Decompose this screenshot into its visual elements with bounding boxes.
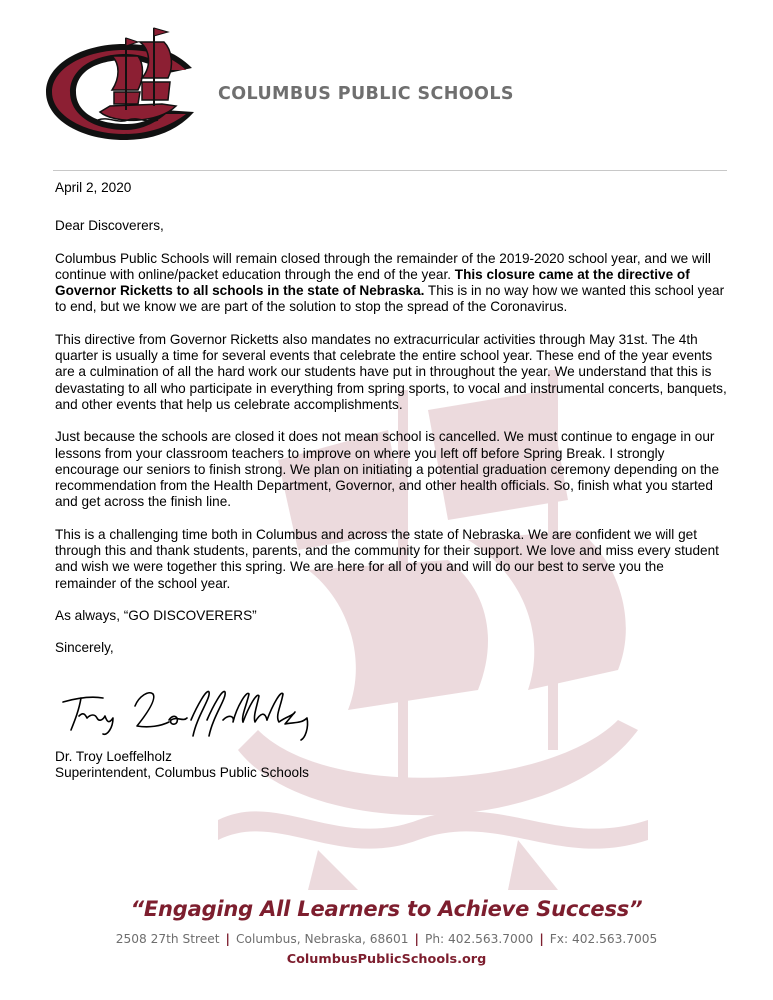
signer-name: Dr. Troy Loeffelholz <box>55 749 172 764</box>
street-address: 2508 27th Street <box>115 932 220 946</box>
ship-c-logo-icon <box>42 20 204 150</box>
fax-number: Fx: 402.563.7005 <box>549 932 658 946</box>
paragraph-closure <box>55 251 727 316</box>
organization-name: COLUMBUS PUBLIC SCHOOLS <box>218 84 514 104</box>
paragraph-closure-part-1: Columbus Public Schools will remain closed through the remainder of the 2019-2020 school year, and we will continue with online/packet education through the end of the year. <box>55 250 711 282</box>
paragraph-go-discoverers: As always, “GO DISCOVERERS” <box>55 607 257 623</box>
salutation: Dear Discoverers, <box>55 218 164 234</box>
closing: Sincerely, <box>55 640 114 656</box>
contact-line <box>0 932 773 946</box>
signature-image <box>57 676 337 746</box>
separator: | <box>225 932 230 946</box>
signer-title: Superintendent, Columbus Public Schools <box>55 765 309 781</box>
school-motto: “Engaging All Learners to Achieve Success” <box>130 897 643 921</box>
separator: | <box>539 932 544 946</box>
letter-body <box>55 180 727 673</box>
website-link[interactable]: ColumbusPublicSchools.org <box>286 952 487 967</box>
separator: | <box>414 932 419 946</box>
paragraph-closure-emphasis: This closure came at the directive of Governor Ricketts to all schools in the state of Nebraska. <box>55 266 690 299</box>
signer-block <box>55 749 309 782</box>
letter-date: April 2, 2020 <box>55 180 132 195</box>
phone-number: Ph: 402.563.7000 <box>424 932 534 946</box>
paragraph-continue-learning: Just because the schools are closed it does not mean school is cancelled. We must continue to engage in our lessons from your classroom teachers to improve on where you left off before Spring Break. I strongly encourage our seniors to finish strong. We plan on initiating a potential graduation ceremony depending on the recommendation from the Health Department, Governor, and other health officials. So, finish what you started and get across the finish line. <box>55 429 720 510</box>
paragraph-closure-part-2: This is in no way how we wanted this school year to end, but we know we are part of the solution to stop the spread of the Coronavirus. <box>55 283 725 315</box>
city-state-zip: Columbus, Nebraska, 68601 <box>235 932 409 946</box>
header-divider <box>53 170 727 171</box>
paragraph-extracurricular: This directive from Governor Ricketts also mandates no extracurricular activities through May 31st. The 4th quarter is usually a time for several events that celebrate the entire school year. These end of the year events are a culmination of all the hard work our students have put in throughout the year. We understand that this is devastating to all who participate in everything from spring sports, to vocal and instrumental concerts, banquets, and other events that help us celebrate accomplishments. <box>55 331 727 412</box>
paragraph-challenging-time: This is a challenging time both in Columbus and across the state of Nebraska. We are confident we will get through this and thank students, parents, and the community for their support. We love and miss every student and wish we were together this spring. We are here for all of you and will do our best to serve you the remainder of the school year. <box>55 526 719 591</box>
